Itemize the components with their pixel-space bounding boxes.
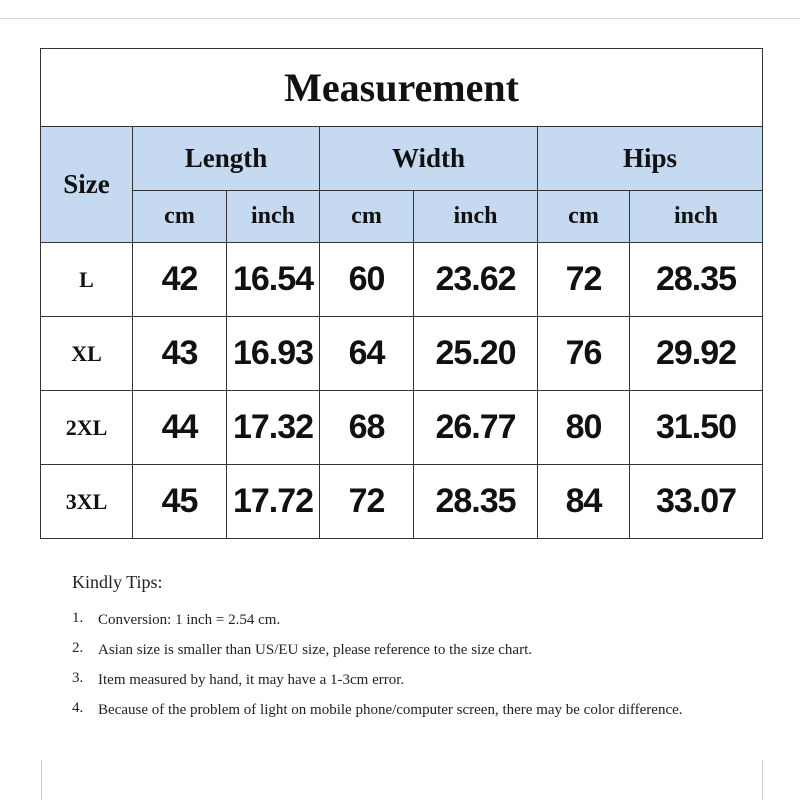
table-cell: 80 (538, 391, 630, 465)
table-cell: 72 (320, 465, 414, 539)
table-cell: 16.54 (227, 243, 320, 317)
list-item (72, 697, 712, 723)
table-cell: 72 (538, 243, 630, 317)
table-cell: 84 (538, 465, 630, 539)
list-item (72, 637, 712, 663)
table-cell: 76 (538, 317, 630, 391)
top-border-strip (0, 0, 800, 19)
size-label: 3XL (41, 465, 133, 539)
table-cell: 44 (133, 391, 227, 465)
table-cell: 26.77 (414, 391, 538, 465)
table-cell: 33.07 (630, 465, 763, 539)
tip-number: 3. (72, 670, 84, 686)
unit-header: cm (133, 191, 227, 243)
kindly-tips-section (72, 572, 712, 727)
table-cell: 28.35 (414, 465, 538, 539)
unit-header: cm (538, 191, 630, 243)
size-label: XL (41, 317, 133, 391)
tip-number: 1. (72, 610, 84, 626)
table-cell: 45 (133, 465, 227, 539)
unit-header: inch (630, 191, 763, 243)
group-header-hips: Hips (538, 127, 763, 191)
unit-header: inch (227, 191, 320, 243)
table-cell: 17.32 (227, 391, 320, 465)
size-chart-table (40, 48, 763, 539)
table-cell: 23.62 (414, 243, 538, 317)
table-cell: 43 (133, 317, 227, 391)
tips-title: Kindly Tips: (72, 572, 163, 592)
unit-header: inch (414, 191, 538, 243)
table-cell: 29.92 (630, 317, 763, 391)
table-cell: 68 (320, 391, 414, 465)
tip-text: Asian size is smaller than US/EU size, please reference to the size chart. (98, 642, 532, 658)
table-title: Measurement (41, 49, 763, 127)
table-cell: 60 (320, 243, 414, 317)
table-cell: 42 (133, 243, 227, 317)
table-cell: 16.93 (227, 317, 320, 391)
list-item (72, 607, 712, 633)
table-cell: 64 (320, 317, 414, 391)
size-label: 2XL (41, 391, 133, 465)
unit-header: cm (320, 191, 414, 243)
size-label: L (41, 243, 133, 317)
table-row (41, 465, 763, 539)
group-header-width: Width (320, 127, 538, 191)
tip-text: Conversion: 1 inch = 2.54 cm. (98, 612, 281, 628)
tip-text: Item measured by hand, it may have a 1-3cm error. (98, 672, 405, 688)
table-cell: 25.20 (414, 317, 538, 391)
tips-list (72, 607, 712, 723)
size-column-header: Size (41, 127, 133, 243)
left-edge-line (41, 760, 42, 800)
table-row (41, 317, 763, 391)
table-cell: 31.50 (630, 391, 763, 465)
right-edge-line (762, 760, 763, 800)
table-cell: 28.35 (630, 243, 763, 317)
table-row (41, 243, 763, 317)
tip-number: 2. (72, 640, 84, 656)
table-cell: 17.72 (227, 465, 320, 539)
table-row (41, 391, 763, 465)
group-header-length: Length (133, 127, 320, 191)
tip-number: 4. (72, 700, 84, 716)
list-item (72, 667, 712, 693)
tip-text: Because of the problem of light on mobile phone/computer screen, there may be color difference. (98, 702, 683, 718)
